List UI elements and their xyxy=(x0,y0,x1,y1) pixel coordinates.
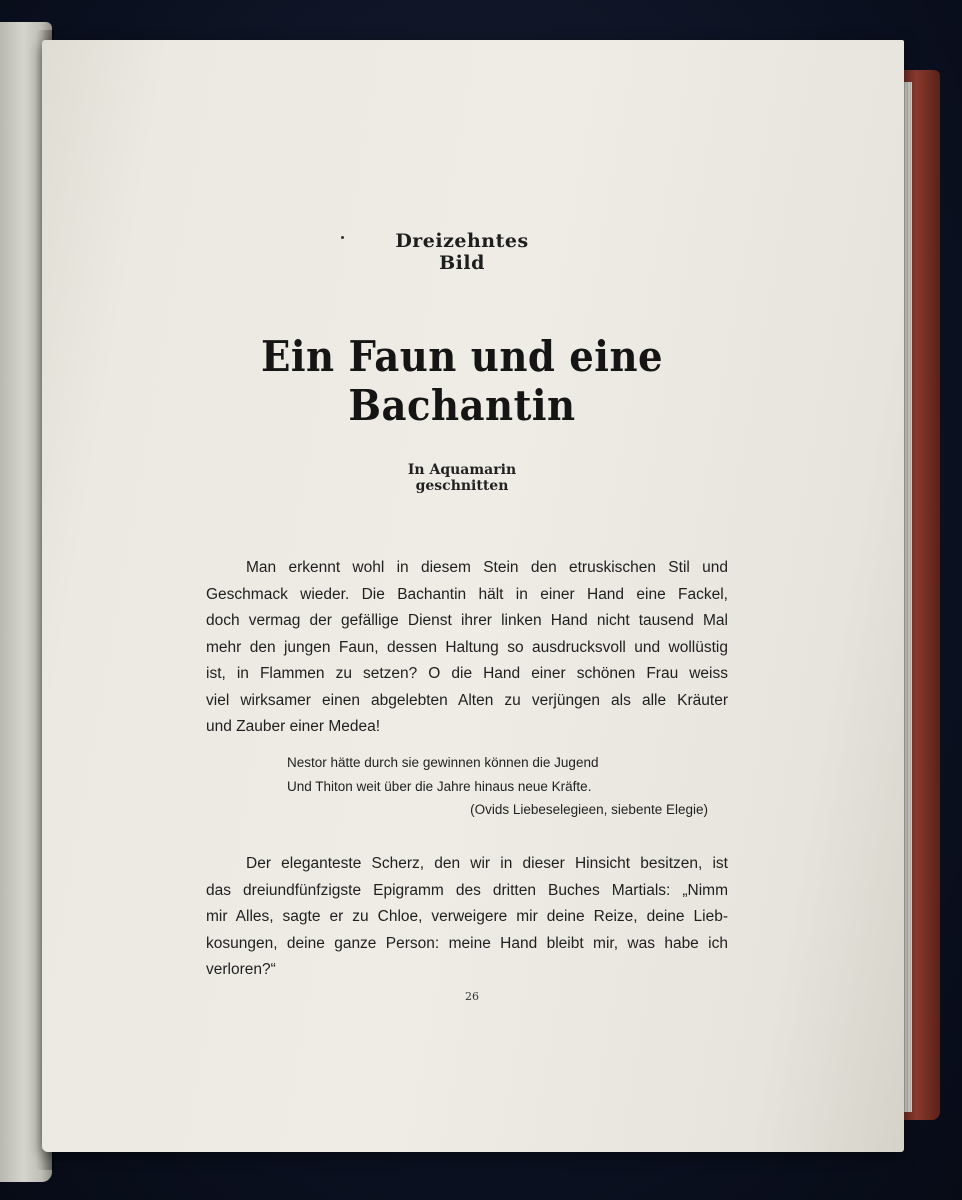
paragraph-1 xyxy=(206,555,728,741)
chapter-subtitle: Dreizehntes Bild xyxy=(395,230,529,274)
paragraph-2 xyxy=(206,851,728,984)
verse-line: Und Thiton weit über die Jahre hinaus neue Kräfte. xyxy=(287,779,592,794)
chapter-caption: In Aquamarin geschnitten xyxy=(407,462,517,494)
paragraph-line: kosungen, deine ganze Person: meine Hand bleibt mir, was habe ich xyxy=(206,934,728,952)
paragraph-line: Man erkennt wohl in diesem Stein den etruskischen Stil und xyxy=(246,559,728,576)
paragraph-line: mehr den jungen Faun, dessen Haltung so ausdrucksvoll und wollüstig xyxy=(206,638,728,656)
paragraph-line: das dreiundfünfzigste Epigramm des dritten Buches Martials: „Nimm xyxy=(206,881,728,899)
ink-speck xyxy=(341,236,344,239)
paragraph-line: mir Alles, sagte er zu Chloe, verweigere mir deine Reize, deine Lieb- xyxy=(206,908,728,925)
paragraph-line: Geschmack wieder. Die Bachantin hält in einer Hand eine Fackel, xyxy=(206,585,728,603)
book-page xyxy=(42,40,904,1152)
paragraph-line: ist, in Flammen zu setzen? O die Hand einer schönen Frau weiss xyxy=(206,665,728,682)
verse-citation: (Ovids Liebeselegieen, siebente Elegie) xyxy=(470,802,708,817)
chapter-title: Ein Faun und eine Bachantin xyxy=(260,332,664,430)
paragraph-line: doch vermag der gefällige Dienst ihrer linken Hand nicht tausend Mal xyxy=(206,612,728,629)
paragraph-line: und Zauber einer Medea! xyxy=(206,718,381,735)
verse-quote xyxy=(287,751,687,799)
paragraph-line: viel wirksamer einen abgelebten Alten zu verjüngen als alle Kräuter xyxy=(206,691,728,709)
paragraph-line: Der eleganteste Scherz, den wir in dieser Hinsicht besitzen, ist xyxy=(246,855,728,872)
paragraph-line: verloren?“ xyxy=(206,961,276,978)
page-number: 26 xyxy=(465,990,479,1003)
verse-line: Nestor hätte durch sie gewinnen können die Jugend xyxy=(287,755,599,770)
